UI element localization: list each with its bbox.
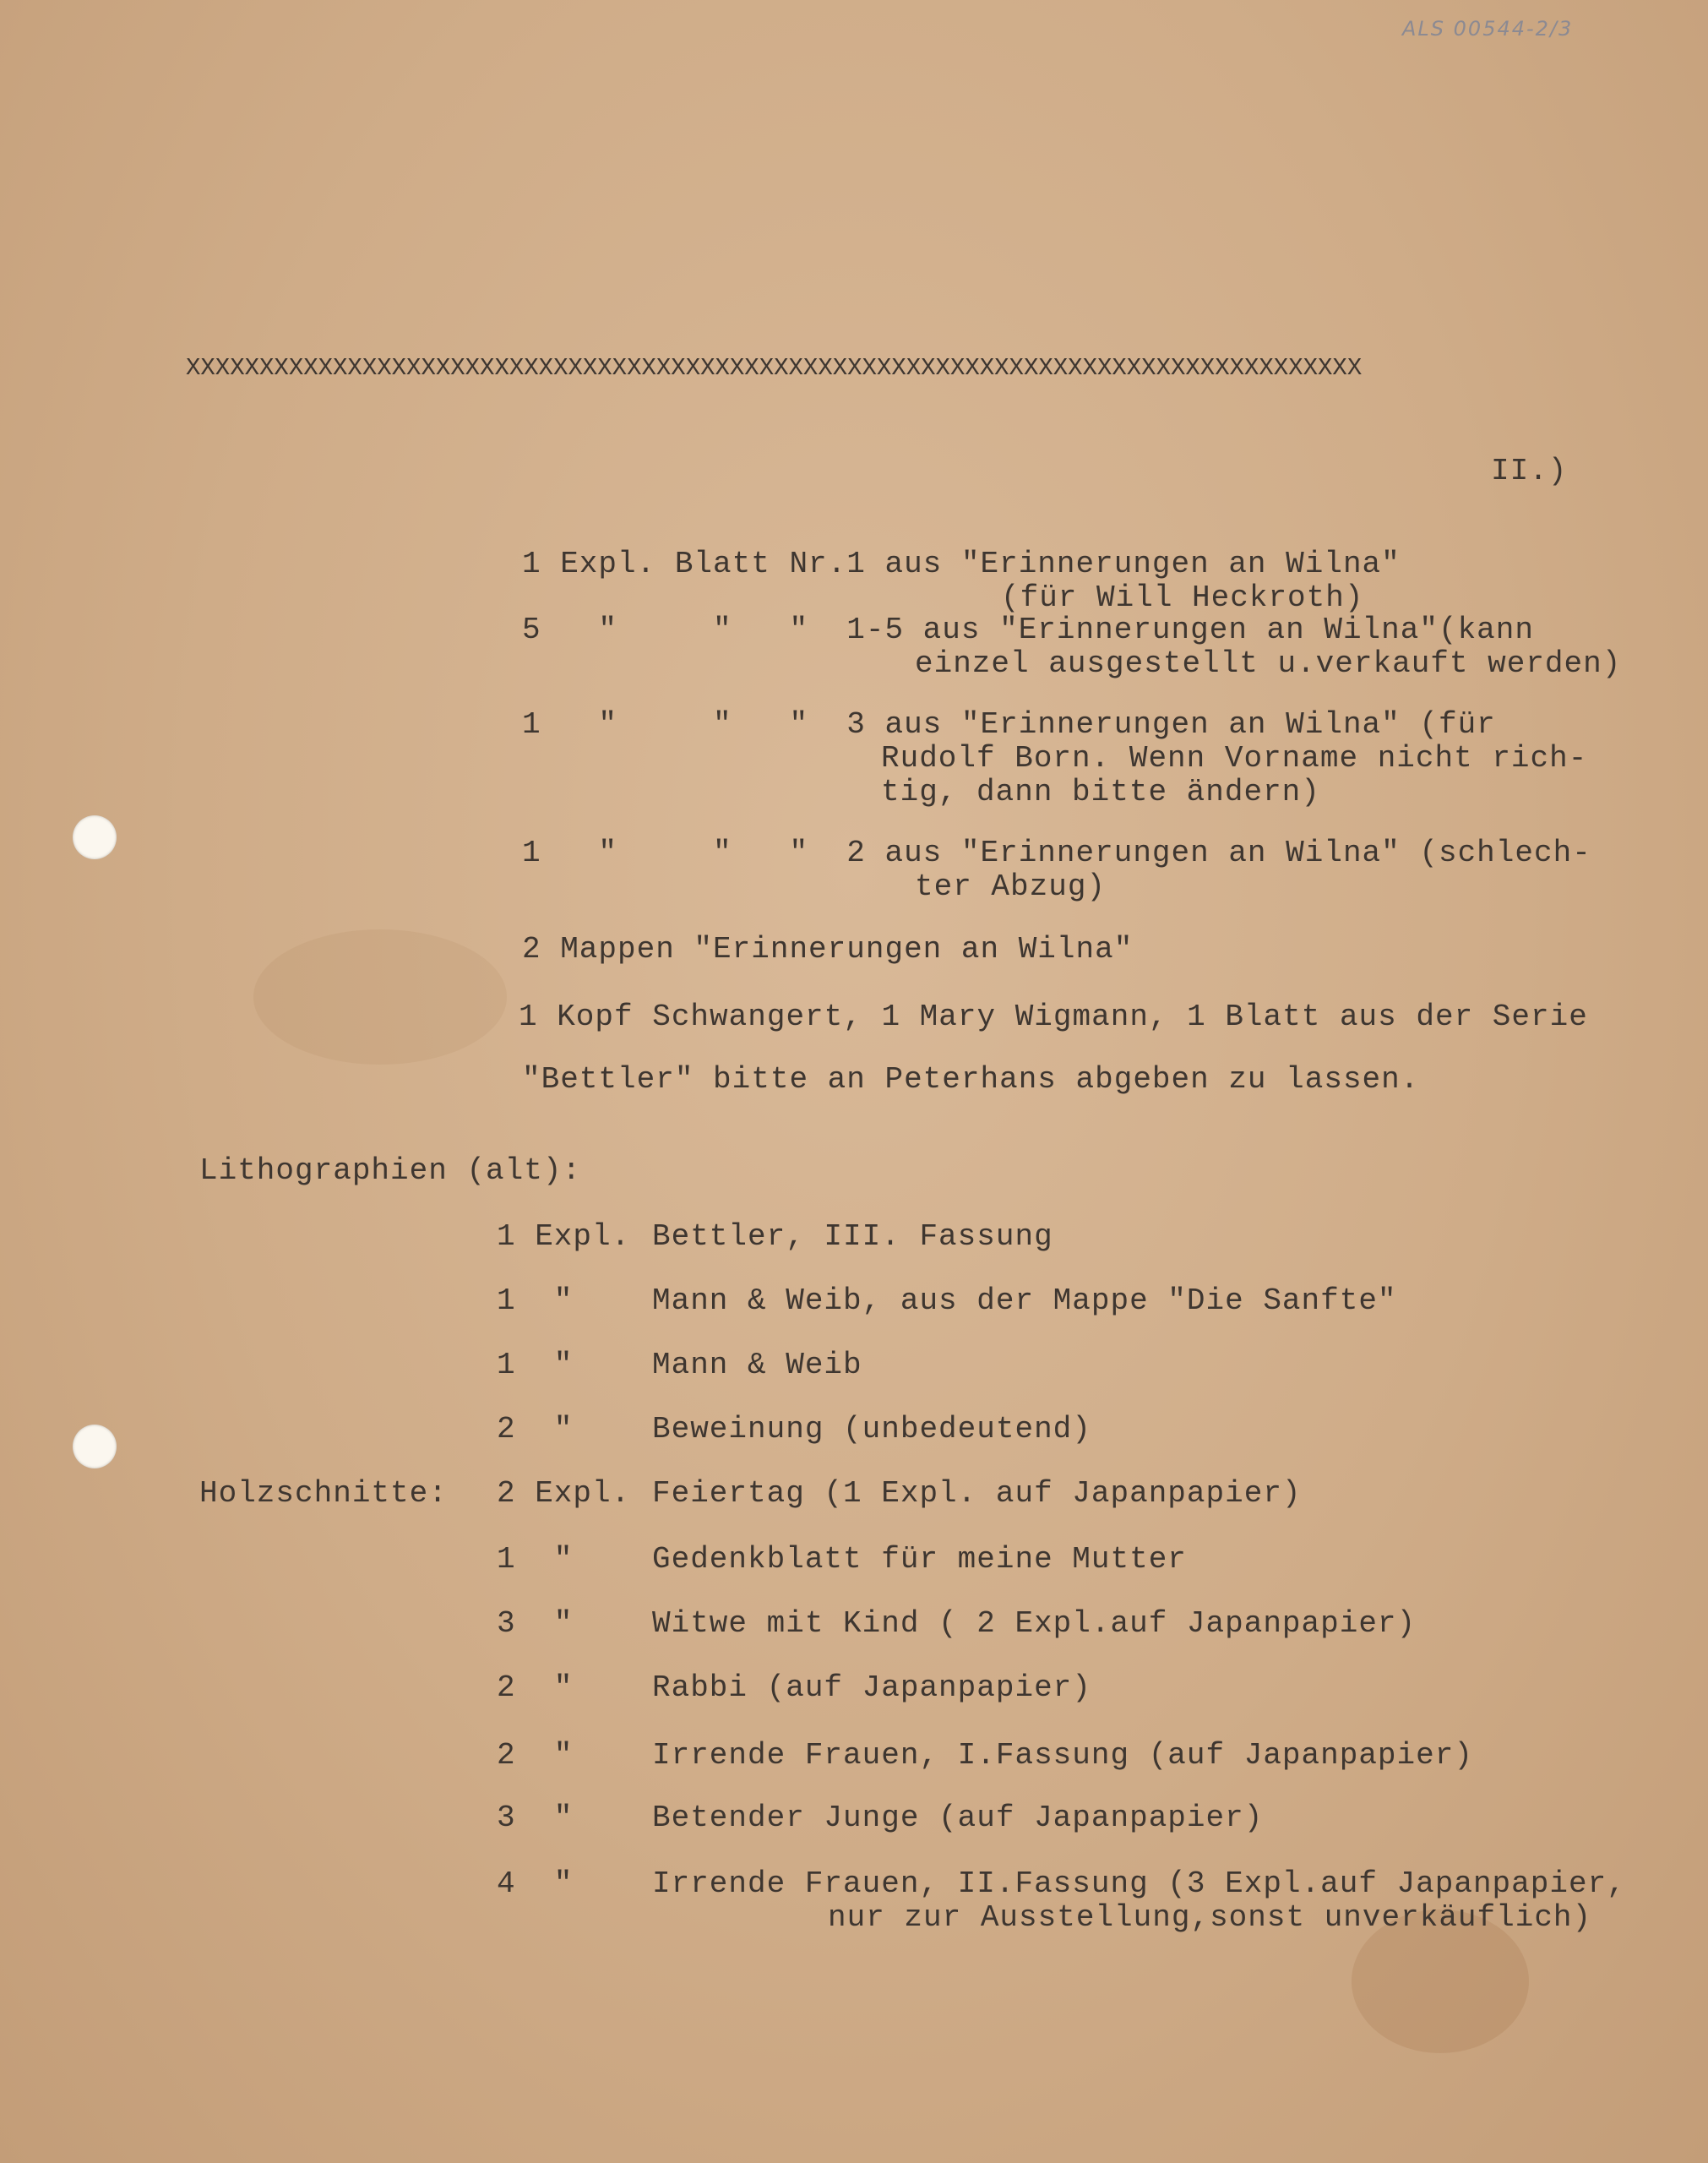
item-title: Mann & Weib, aus der Mappe "Die Sanfte"	[652, 1283, 1397, 1318]
item-title: Witwe mit Kind ( 2 Expl.auf Japanpapier)	[652, 1606, 1417, 1641]
punch-hole	[73, 1425, 117, 1468]
item-title: Irrende Frauen, II.Fassung (3 Expl.auf Japanpapier,	[652, 1866, 1626, 1901]
item-title-continued: nur zur Ausstellung,sonst unverkäuflich)	[828, 1900, 1592, 1935]
entry-line: (für Will Heckroth)	[1001, 580, 1364, 615]
lithographien-heading: Lithographien (alt):	[199, 1153, 582, 1188]
entry-line: 1 " " " 3 aus "Erinnerungen an Wilna" (für	[522, 707, 1496, 742]
entry-line: 1 Expl. Blatt Nr.1 aus "Erinnerungen an Wilna"	[522, 547, 1401, 581]
item-title: Gedenkblatt für meine Mutter	[652, 1542, 1187, 1577]
item-title: Beweinung (unbedeutend)	[652, 1412, 1091, 1447]
item-title: Rabbi (auf Japanpapier)	[652, 1670, 1091, 1705]
item-title: Betender Junge (auf Japanpapier)	[652, 1801, 1264, 1835]
item-title: Feiertag (1 Expl. auf Japanpapier)	[652, 1476, 1302, 1511]
archive-reference: ALS 00544-2/3	[1402, 17, 1574, 41]
item-qty: 1 "	[497, 1348, 574, 1382]
item-qty: 1 Expl.	[497, 1219, 631, 1254]
punch-hole	[73, 815, 117, 859]
item-qty: 4 "	[497, 1866, 574, 1901]
holzschnitte-heading: Holzschnitte:	[199, 1476, 448, 1511]
entry-line: tig, dann bitte ändern)	[881, 775, 1320, 809]
entry-line: 5 " " " 1-5 aus "Erinnerungen an Wilna"(kann	[522, 613, 1534, 647]
item-title: Bettler, III. Fassung	[652, 1219, 1053, 1254]
entry-line: Rudolf Born. Wenn Vorname nicht rich-	[881, 741, 1588, 776]
item-title: Irrende Frauen, I.Fassung (auf Japanpapier)	[652, 1738, 1473, 1773]
item-qty: 3 "	[497, 1606, 574, 1641]
item-title: Mann & Weib	[652, 1348, 862, 1382]
item-qty: 2 "	[497, 1670, 574, 1705]
crossout-line: XXXXXXXXXXXXXXXXXXXXXXXXXXXXXXXXXXXXXXXXXXXXXXXXXXXXXXXXXXXXXXXXXXXXXXXXXXXXXXXX	[186, 354, 1363, 382]
item-qty: 2 Expl.	[497, 1476, 631, 1511]
mappen-line: 2 Mappen "Erinnerungen an Wilna"	[522, 932, 1134, 967]
paper-stain	[253, 929, 507, 1065]
section-marker: II.)	[1491, 454, 1568, 488]
entry-line: 1 " " " 2 aus "Erinnerungen an Wilna" (schlech-	[522, 836, 1591, 870]
item-qty: 2 "	[497, 1412, 574, 1447]
item-qty: 1 "	[497, 1542, 574, 1577]
item-qty: 2 "	[497, 1738, 574, 1773]
note-line: 1 Kopf Schwangert, 1 Mary Wigmann, 1 Blatt aus der Serie	[519, 1000, 1588, 1034]
item-qty: 1 "	[497, 1283, 574, 1318]
item-qty: 3 "	[497, 1801, 574, 1835]
note-line: "Bettler" bitte an Peterhans abgeben zu lassen.	[522, 1062, 1420, 1097]
entry-line: einzel ausgestellt u.verkauft werden)	[915, 646, 1622, 681]
entry-line: ter Abzug)	[915, 869, 1107, 904]
